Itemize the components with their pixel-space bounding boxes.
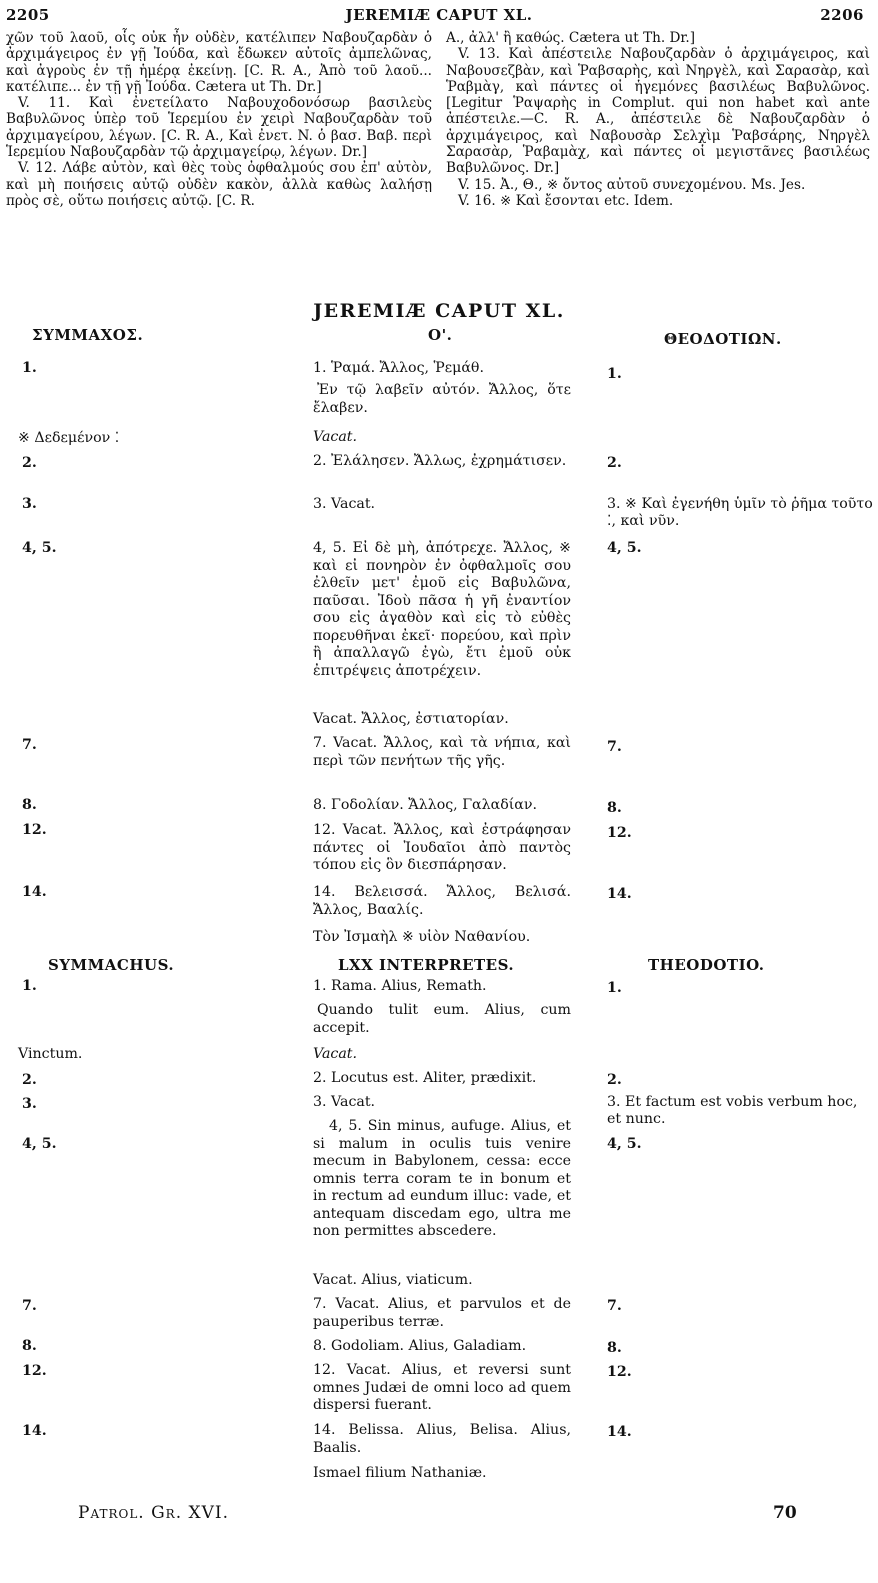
lxx-reading: Vacat. Alius, viaticum. <box>313 1272 473 1288</box>
col-header-symmachus-latin: SYMMACHUS. <box>48 956 175 974</box>
verse-number: 12. <box>22 1363 47 1379</box>
verse-number: 2. <box>22 455 37 471</box>
verse-number: 2. <box>607 1072 622 1088</box>
verse-number: 8. <box>607 1340 622 1356</box>
lxx-reading: 4, 5. Εἰ δὲ μὴ, ἀπότρεχε. Ἄλλος, ※ καὶ εἰ πονηρὸν ἐν ὀφθαλμοῖς σου ἐλθεῖν μετ' ἐμοῦ εἰς Βαβυλῶνα, παῦσαι. Ἰδοὺ πᾶσα ἡ γῆ ἐναντίον σου εἰς ἀγαθὸν καὶ εἰς τὸ εὐθὲς πορευθῆναι ἐκεῖ· πορεύου, καὶ πρὶν ἢ ἀπαλλαγῶ ἐγὼ, ἔτι ἐμοῦ οὐκ ἐπιτρέψεις ἀποτρέχειν. <box>313 540 571 679</box>
running-title: JEREMIÆ CAPUT XL. <box>345 6 533 24</box>
footer-sheet-number: 70 <box>773 1503 797 1523</box>
lxx-reading: 1. Ῥαμά. Ἄλλος, Ῥεμάθ. <box>313 360 484 376</box>
verse-number: 14. <box>22 1423 47 1439</box>
lxx-reading: Vacat. <box>313 429 358 445</box>
verse-number: 14. <box>607 1424 632 1440</box>
verse-number: 8. <box>22 1338 37 1354</box>
theodotion-reading: 3. ※ Καὶ ἐγενήθη ὑμῖν τὸ ῥῆμα τοῦτο ⁚, καὶ νῦν. <box>607 496 873 529</box>
page-number-left: 2205 <box>6 6 50 24</box>
verse-number: 2. <box>22 1072 37 1088</box>
lxx-reading: Vacat. Ἄλλος, ἐστιατορίαν. <box>313 711 509 727</box>
verse-number: 3. <box>22 496 37 512</box>
verse-number: 7. <box>22 1298 37 1314</box>
lxx-reading: 12. Vacat. Ἄλλος, καὶ ἐστράφησαν πάντες οἱ Ἰουδαῖοι ἀπὸ παντὸς τόπου εἰς ὃν διεσπάρησαν. <box>313 822 571 873</box>
lxx-reading: 7. Vacat. Alius, et parvulos et de pauperibus terræ. <box>313 1296 571 1330</box>
col-header-lxx-latin: LXX INTERPRETES. <box>338 956 515 974</box>
note-paragraph: V. 12. Λάβε αὐτὸν, καὶ θὲς τοὺς ὀφθαλμούς σου ἐπ' αὐτὸν, καὶ μὴ ποιήσεις αὐτῷ οὐδὲν κακὸν, ἀλλὰ καθὼς λαλήσῃ πρὸς σὲ, οὕτω ποιήσεις αὐτῷ. [C. R. <box>6 160 432 209</box>
verse-number: 8. <box>22 797 37 813</box>
verse-number: 14. <box>607 886 632 902</box>
col-header-lxx-greek: Ο'. <box>428 326 453 344</box>
verse-number: 1. <box>607 366 622 382</box>
verse-number: 8. <box>607 800 622 816</box>
lxx-reading: 7. Vacat. Ἄλλος, καὶ τὰ νήπια, καὶ περὶ τῶν πενήτων τῆς γῆς. <box>313 735 571 769</box>
verse-number: 12. <box>607 825 632 841</box>
lxx-reading: Ismael filium Nathaniæ. <box>313 1465 487 1481</box>
page-number-right: 2206 <box>820 6 864 24</box>
verse-number: 7. <box>607 1298 622 1314</box>
note-paragraph: V. 16. ※ Καὶ ἔσονται etc. Idem. <box>458 192 674 209</box>
lxx-reading: 3. Vacat. <box>313 1094 376 1110</box>
lxx-reading: 2. Locutus est. Aliter, prædixit. <box>313 1070 537 1086</box>
col-header-theodotion-greek: ΘΕΟΔΟΤΙΩΝ. <box>664 330 782 348</box>
notes-column-left <box>6 30 432 209</box>
symmachus-reading: ※ Δεδεμένον ⁚ <box>18 430 120 446</box>
lxx-reading: 12. Vacat. Alius, et reversi sunt omnes Judæi de omni loco ad quem dispersi fuerant. <box>313 1362 571 1413</box>
notes-column-right <box>446 30 870 209</box>
verse-number: 4, 5. <box>607 1136 642 1152</box>
verse-number: 4, 5. <box>22 1136 57 1152</box>
lxx-reading: 1. Rama. Alius, Remath. <box>313 978 487 994</box>
lxx-reading: Vacat. <box>313 1046 358 1062</box>
lxx-reading: 8. Godoliam. Alius, Galadiam. <box>313 1338 527 1354</box>
verse-number: 1. <box>22 360 37 376</box>
col-header-theodotion-latin: THEODOTIO. <box>648 956 765 974</box>
lxx-reading: 3. Vacat. <box>313 496 376 512</box>
verse-number: 1. <box>22 978 37 994</box>
verse-number: 3. <box>22 1096 37 1112</box>
verse-number: 4, 5. <box>22 540 57 556</box>
lxx-reading: 14. Βελεισσά. Ἄλλος, Βελισά. Ἄλλος, Βααλίς. <box>313 884 571 918</box>
note-paragraph: V. 11. Καὶ ἐνετείλατο Ναβουχοδονόσωρ βασιλεὺς Βαβυλῶνος ὑπὲρ τοῦ Ἱερεμίου ἐν χειρὶ Ναβουζαρδὰν τοῦ ἀρχιμαγείρου, λέγων. [C. R. A., Καὶ ἐνετ. N. ὁ βασ. Βαβ. περὶ Ἱερεμίου Ναβουζαρδὰν τῷ ἀρχιμαγείρῳ, λέγων. Dr.] <box>6 95 432 161</box>
note-paragraph: χῶν τοῦ λαοῦ, οἷς οὐκ ἦν οὐδὲν, κατέλιπεν Ναβουζαρδὰν ὁ ἀρχιμάγειρος ἐν γῇ Ἰούδα, καὶ ἔδωκεν αὐτοῖς ἀμπελῶνας, καὶ ἀγροὺς ἐν τῇ ἡμέρᾳ ἐκείνῃ. [C. R. A., Ἀπὸ τοῦ λαοῦ... κατέλιπε... ἐν τῇ γῇ Ἰούδα. Cætera ut Th. Dr.] <box>6 30 432 95</box>
lxx-reading: 2. Ἐλάλησεν. Ἄλλως, ἐχρημάτισεν. <box>313 453 567 469</box>
verse-number: 12. <box>607 1364 632 1380</box>
theodotion-reading: 3. Et factum est vobis verbum hoc, et nunc. <box>607 1094 858 1127</box>
symmachus-reading: Vinctum. <box>18 1046 83 1062</box>
note-paragraph: V. 13. Καὶ ἀπέστειλε Ναβουζαρδὰν ὁ ἀρχιμάγειρος, καὶ Ναβουσεζβὰν, καὶ Ῥαβσαρὴς, καὶ Νηργὲλ, καὶ Σαρασὰρ, καὶ Ῥαβμὰγ, καὶ πάντες οἱ ἡγεμόνες βασιλέως Βαβυλῶνος. [Legitur Ῥαψαρὴς in Complut. qui non habet καὶ ante ἀπέστειλε.—C. R. A., ἀπέστειλε δὲ Ναβουζαρδὰν ὁ ἀρχιμάγειρος, καὶ Ναβουσὰρ Σελχὶμ Ῥαβσάρης, Νηργὲλ Σαρασὰρ, Ῥαβαμὰχ, καὶ πάντες οἱ μεγιστᾶνες βασιλέως Βαβυλῶνος. Dr.] <box>446 46 870 177</box>
lxx-reading: Ἐν τῷ λαβεῖν αὐτόν. Ἄλλος, ὅτε ἔλαβεν. <box>313 382 571 416</box>
verse-number: 7. <box>607 739 622 755</box>
verse-number: 12. <box>22 822 47 838</box>
verse-number: 14. <box>22 884 47 900</box>
verse-number: 2. <box>607 455 622 471</box>
section-title: JEREMIÆ CAPUT XL. <box>313 300 565 322</box>
lxx-reading: 4, 5. Sin minus, aufuge. Alius, et si malum in oculis tuis venire mecum in Babylonem, cessa: ecce omnis terra coram te in bonum et in rectum ad eundum illuc: vade, et antequam discedam ego, ultra me non permittes abscedere. <box>313 1118 571 1239</box>
verse-number: 4, 5. <box>607 540 642 556</box>
lxx-reading: 14. Belissa. Alius, Belisa. Alius, Baalis. <box>313 1422 571 1456</box>
verse-number: 7. <box>22 737 37 753</box>
note-paragraph: A., ἀλλ' ἢ καθώς. Cætera ut Th. Dr.] <box>446 30 696 46</box>
note-paragraph: V. 15. Ἀ., Θ., ※ ὄντος αὐτοῦ συνεχομένου. Ms. Jes. <box>458 176 806 193</box>
col-header-symmachus-greek: ΣΥΜΜΑΧΟΣ. <box>32 326 144 344</box>
lxx-reading: Quando tulit eum. Alius, cum accepit. <box>313 1002 571 1036</box>
lxx-reading: Τὸν Ἰσμαὴλ ※ υἱὸν Ναθανίου. <box>313 929 531 945</box>
footer-source: Patrol. Gr. XVI. <box>78 1503 230 1523</box>
lxx-reading: 8. Γοδολίαν. Ἄλλος, Γαλαδίαν. <box>313 797 538 813</box>
verse-number: 1. <box>607 980 622 996</box>
